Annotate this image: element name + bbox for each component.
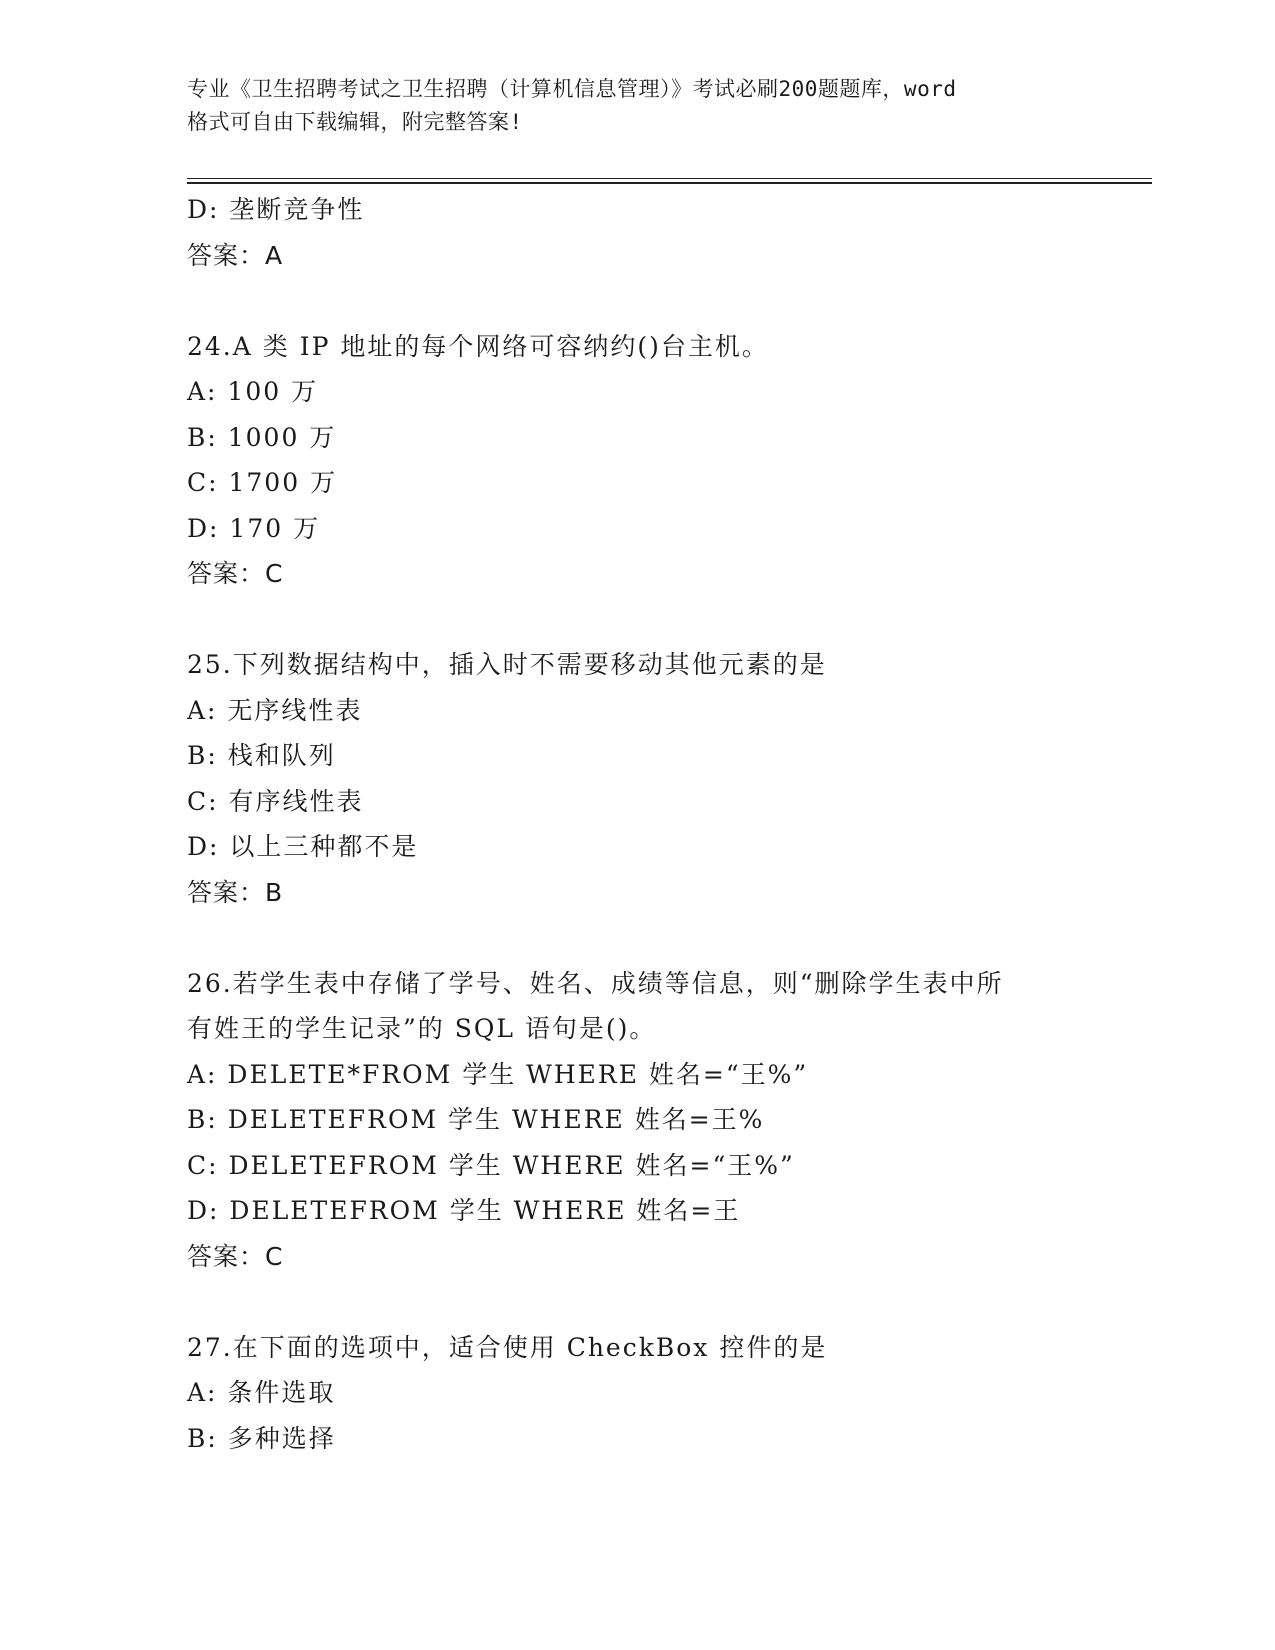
spacer <box>187 597 1152 643</box>
document-header <box>187 73 1087 139</box>
option-a: A: DELETE*FROM 学生 WHERE 姓名=“王%” <box>187 1059 809 1089</box>
spacer <box>187 915 1152 961</box>
prev-option-d: D: 垄断竞争性 <box>187 195 365 224</box>
option-a: A: 100 万 <box>187 377 319 406</box>
question-stem-line-2: 有姓王的学生记录”的 SQL 语句是()。 <box>187 1014 657 1043</box>
question-stem: 24.A 类 IP 地址的每个网络可容纳约()台主机。 <box>187 331 769 361</box>
header-line-1: 专业《卫生招聘考试之卫生招聘（计算机信息管理）》考试必刷200题题库，word <box>187 77 957 101</box>
option-c: C: 1700 万 <box>187 468 338 497</box>
question-stem: 25.下列数据结构中，插入时不需要移动其他元素的是 <box>187 650 827 679</box>
header-line-2: 格式可自由下载编辑，附完整答案! <box>187 110 523 134</box>
option-c: C: 有序线性表 <box>187 786 364 816</box>
option-b: B: 1000 万 <box>187 422 337 452</box>
answer: 答案：C <box>187 1241 284 1271</box>
question-27 <box>187 1325 1152 1462</box>
question-list <box>187 187 1152 1461</box>
question-24 <box>187 324 1152 597</box>
header-divider-thin <box>187 178 1152 179</box>
header-divider-thick <box>187 182 1152 184</box>
option-c: C: DELETEFROM 学生 WHERE 姓名=“王%” <box>187 1150 795 1180</box>
option-a: A: 条件选取 <box>187 1378 336 1407</box>
option-a: A: 无序线性表 <box>187 695 363 725</box>
option-b: B: 多种选择 <box>187 1423 336 1453</box>
option-d: D: 170 万 <box>187 513 321 543</box>
answer: 答案：B <box>187 877 284 907</box>
option-d: D: 以上三种都不是 <box>187 832 419 861</box>
spacer <box>187 1279 1152 1325</box>
option-b: B: DELETEFROM 学生 WHERE 姓名=王% <box>187 1105 765 1134</box>
question-25 <box>187 642 1152 915</box>
question-stem-line-1: 26.若学生表中存储了学号、姓名、成绩等信息，则“删除学生表中所 <box>187 968 1004 998</box>
answer: 答案：C <box>187 559 284 588</box>
option-b: B: 栈和队列 <box>187 741 336 770</box>
option-d: D: DELETEFROM 学生 WHERE 姓名=王 <box>187 1196 741 1225</box>
spacer <box>187 278 1152 324</box>
question-stem: 27.在下面的选项中，适合使用 CheckBox 控件的是 <box>187 1332 828 1362</box>
prev-answer: 答案：A <box>187 240 284 270</box>
question-26 <box>187 961 1152 1280</box>
